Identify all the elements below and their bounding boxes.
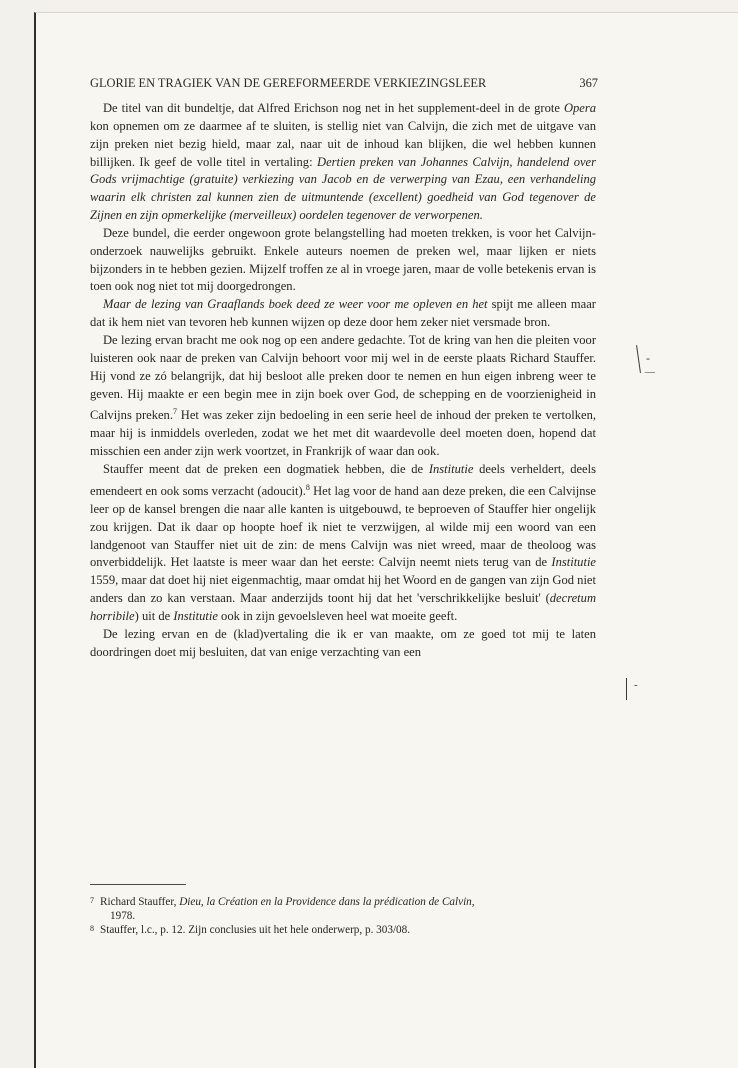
footnote-number: 8 — [90, 924, 94, 934]
footnote-text — [100, 896, 475, 908]
running-head-title: GLORIE EN TRAGIEK VAN DE GEREFORMEERDE VERKIEZINGSLEER — [90, 76, 487, 90]
paragraph-text-run: De lezing ervan en de (klad)vertaling die ik er van maakte, om ze goed tot mij te laten doordringen doet mij besluiten, dat van enige verzachting van een — [90, 626, 596, 659]
paragraph-italic-run: Maar de lezing van Graaflands boek deed ze weer voor me opleven en het — [103, 297, 488, 312]
paragraph — [90, 461, 596, 626]
margin-pencil-bar — [626, 678, 627, 700]
footnote-text-run: Stauffer, l.c., p. 12. Zijn conclusies uit het hele onderwerp, p. 303/08. — [100, 924, 411, 937]
paragraph-text-run: Het lag voor de hand aan deze preken, die een Calvijnse leer op de kansel brengen die naar alle kanten is uitgebouwd, te beproeven of Stauffer hier ongelijk zou krijgen. Dat ik daar op hoopte hoef ik niet te verzwijgen, al wilde mij een woord van een landgenoot van Stauffer niet uit de zin: de mens Calvijn was niet wreed, maar de theoloog was onverbiddelijk. Het laatste is meer waar dan het eerste: Calvijn neemt niets terug van de — [90, 484, 596, 570]
paragraph-text-run: 1559, maar dat doet hij niet eigenmachtig, maar omdat hij het Woord en de gangen van zijn God niet anders dan zo kan verstaan. Maar anderzijds toont hij dat het 'verschrikkelijke besluit' ( — [90, 573, 596, 606]
paragraph-text-run: deels verheldert, deels emendeert en ook soms verzacht (adoucit). — [90, 462, 596, 499]
paragraph-text-run: ) uit de — [134, 608, 174, 623]
paragraph — [90, 626, 596, 662]
body-text — [90, 100, 596, 662]
margin-pencil-mark: - — [634, 679, 638, 691]
paragraph — [90, 332, 596, 461]
page-number: 367 — [579, 76, 598, 90]
footnotes — [90, 896, 596, 939]
footnote-text-run: Richard Stauffer, — [100, 896, 180, 908]
paragraph-text-run: Deze bundel, die eerder ongewoon grote belangstelling had moeten trekken, is voor het Calvijn-onderzoek nauwelijks gebruikt. Enkele auteurs noemen de preken wel, maar lijken er niets bijzonders in te hebben gezien. Mijzelf troffen ze al in vroege jaren, maar de volle betekenis ervan is toen ook nog niet tot mij doorgedrongen. — [90, 225, 596, 294]
footnote-text-continued: 1978. — [110, 909, 136, 922]
paragraph-italic-run: Institutie — [551, 555, 596, 570]
paragraph-text-run: ook in zijn gevoelsleven heel wat moeite geeft. — [217, 608, 458, 623]
paragraph — [90, 296, 596, 332]
paragraph-text-run: kon opnemen om ze daarmee af te sluiten, is stellig niet van Calvijn, die zich met de uitgave van zijn preken niet bezig hield, maar zal, naar uit de inhoud kan blijken, die wel hebben kunnen billijken. Ik geef de volle titel in vertaling: — [90, 118, 596, 169]
paragraph-italic-run: Dertien preken van Johannes Calvijn, handelend over Gods vrijmachtige (gratuite) verkiezing van Jacob en de verwerping van Ezau, een verhandeling waarin elk christen zal kunnen zien de uitmuntende (excellent) goedheid van God tegenover de Zijnen en zijn opmerkelijke (merveilleux) oordelen tegenover de verworpenen. — [90, 154, 597, 223]
paragraph-text-run: De lezing ervan bracht me ook nog op een andere gedachte. Tot de kring van hen die pleiten voor luisteren ook naar de preken van Calvijn behoort voor mij wel in de eerste plaats Richard Stauffer. Hij vond ze zó belangrijk, dat hij besloot alle preken door te nemen en hun eigen inbreng weer te geven. Hij maakte er een begin mee in zijn boek over God, de schepping en de voorzienigheid in Calvijns preken. — [90, 332, 596, 423]
paragraph-text-run: Het was zeker zijn bedoeling in een serie heel de inhoud der preken te vertolken, maar hij is inmiddels overleden, zodat we het met dit waardevolle deel moeten doen, hopend dat misschien een ander zijn werk voortzet, in Frankrijk of waar dan ook. — [90, 408, 596, 459]
margin-pencil-mark: - — [646, 351, 650, 365]
paragraph — [90, 225, 596, 296]
footnote-italic-run: Dieu, la Création en la Providence dans la prédication de Calvin, — [179, 896, 475, 908]
paragraph — [90, 100, 596, 225]
paragraph-italic-run: Institutie — [428, 462, 474, 477]
paragraph-italic-run: decretum horribile — [90, 591, 596, 623]
paragraph-italic-run: Opera — [563, 101, 596, 115]
footnote-rule — [90, 884, 186, 885]
paragraph-italic-run: Institutie — [173, 608, 218, 623]
paragraph-text-run: spijt me alleen maar dat ik hem niet van tevoren heb kunnen wijzen op deze door hem zeker niet versmade bron. — [90, 297, 596, 330]
footnote-number: 7 — [90, 896, 94, 905]
margin-pencil-mark: — — [645, 367, 655, 378]
footnote — [90, 924, 596, 938]
paragraph-text-run: De titel van dit bundeltje, dat Alfred Erichson nog net in het supplement-deel in de grote — [103, 101, 564, 115]
footnote — [90, 896, 596, 923]
footnote-text — [100, 924, 410, 936]
footnote-reference: 7 — [172, 407, 177, 417]
paragraph-text-run: Stauffer meent dat de preken een dogmatiek hebben, die de — [103, 462, 429, 477]
footnote-reference: 8 — [305, 482, 310, 492]
running-head — [90, 76, 598, 91]
